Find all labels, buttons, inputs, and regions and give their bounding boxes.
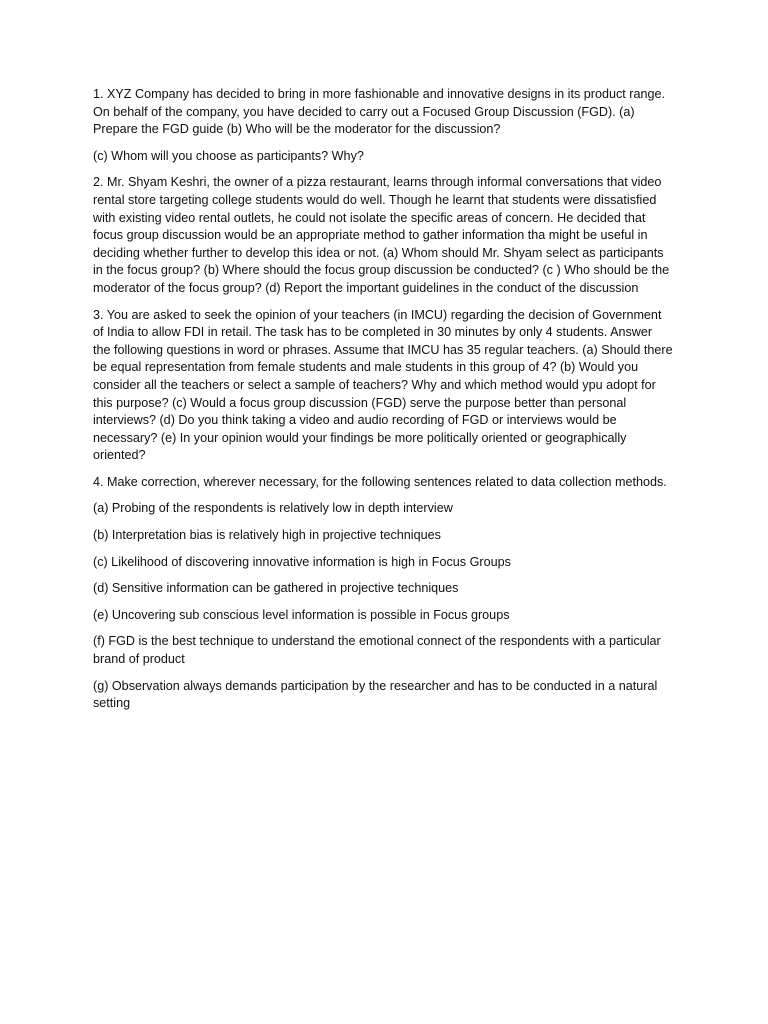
statement-f: (f) FGD is the best technique to understand the emotional connect of the respondents with a particular brand of product xyxy=(93,634,661,667)
statement-b: (b) Interpretation bias is relatively high in projective techniques xyxy=(93,528,441,543)
question-1-text: 1. XYZ Company has decided to bring in more fashionable and innovative designs in its product range. On behalf of the company, you have decided to carry out a Focused Group Discussion (FGD). (a) Prepare the FGD guide (b) Who will be the moderator for the discussion? xyxy=(93,87,665,137)
statement-d: (d) Sensitive information can be gathered in projective techniques xyxy=(93,581,459,596)
statement-e: (e) Uncovering sub conscious level information is possible in Focus groups xyxy=(93,607,510,622)
document-page xyxy=(93,86,673,722)
question-1c-text: (c) Whom will you choose as participants? Why? xyxy=(93,148,364,163)
question-4-text: 4. Make correction, wherever necessary, for the following sentences related to data collection methods. xyxy=(93,474,667,489)
question-3-text: 3. You are asked to seek the opinion of your teachers (in IMCU) regarding the decision of Government of India to allow FDI in retail. The task has to be completed in 30 minutes by only 4 students. Answer the following questions in word or phrases. Assume that IMCU has 35 regular teachers. (a) Should there be equal representation from female students and male students in this group of 4? (b) Would you consider all the teachers or select a sample of teachers? Why and which method would ypu adopt for this purpose? (c) Would a focus group discussion (FGD) serve the purpose better than personal interviews? (d) Do you think taking a video and audio recording of FGD or interviews would be necessary? (e) In your opinion would your findings be more politically oriented or geographically oriented? xyxy=(93,307,673,463)
question-2-text: 2. Mr. Shyam Keshri, the owner of a pizza restaurant, learns through informal conversations that video rental store targeting college students would do well. Though he learnt that students were dissatisfied with existing video rental outlets, he could not isolate the specific areas of concern. He decided that focus group discussion would be an appropriate method to gather information tha might be useful in deciding whether further to develop this idea or not. (a) Whom should Mr. Shyam select as participants in the focus group? (b) Where should the focus group discussion be conducted? (c ) Who should be the moderator of the focus group? (d) Report the important guidelines in the conduct of the discussion xyxy=(93,175,670,295)
statement-c: (c) Likelihood of discovering innovative information is high in Focus Groups xyxy=(93,554,511,569)
statement-a: (a) Probing of the respondents is relatively low in depth interview xyxy=(93,501,453,516)
statement-g: (g) Observation always demands participation by the researcher and has to be conducted in a natural setting xyxy=(93,678,658,711)
